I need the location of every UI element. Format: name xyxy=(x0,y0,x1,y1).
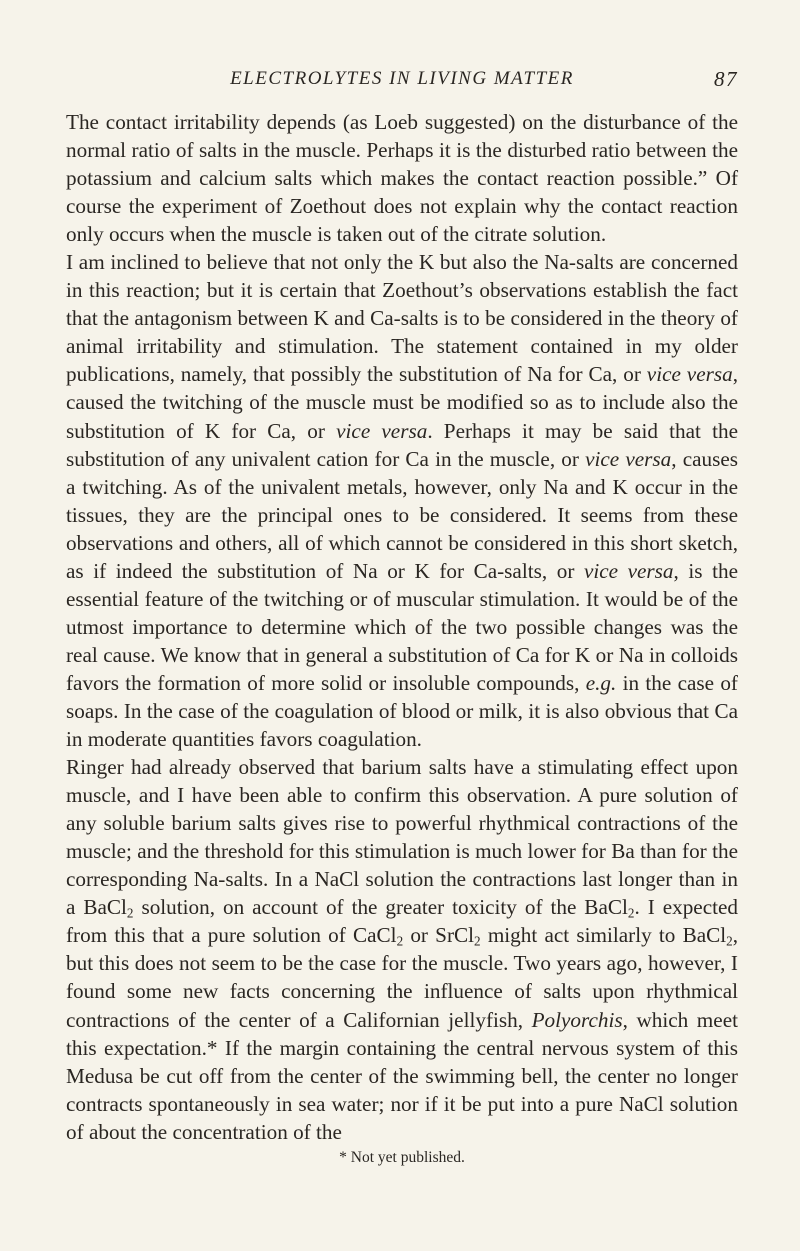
text-run: , causes a twitching. As of the univalent metals, however, only Na and K occur in the tissues, they are the principal ones to be considered. It seems from these observations and others, all of which cannot be considered in this short sketch, as if indeed the substitution of Na or K for Ca-salts, or xyxy=(66,446,739,583)
italic-vice-versa: vice versa xyxy=(583,558,674,583)
subscript-2: 2 xyxy=(126,905,134,921)
subscript-2: 2 xyxy=(726,933,733,949)
italic-genus-name: Polyorchis xyxy=(531,1007,623,1032)
text-run: , is the essential feature of the twitching or of muscular stimulation. It would be of the utmost importance to determine which of the two possible changes was the real cause. We know that in general a substitution of Ca for K or Na in colloids favors the formation of more solid or insoluble compounds, xyxy=(66,558,738,695)
subscript-2: 2 xyxy=(474,933,481,949)
text-run: in the case of soaps. In the case of the coagulation of blood or milk, it is also obvious that Ca in moderate quantities favors coagulation. xyxy=(66,670,738,752)
page xyxy=(66,62,738,1168)
running-title: ELECTROLYTES IN LIVING MATTER xyxy=(230,68,574,89)
text-run: , which meet this expectation.* If the margin containing the central nervous system of this Medusa be cut off from the center of the swimming bell, the center no longer contracts spontaneously in sea water; nor if it be put into a pure NaCl solution of about the concentration of the xyxy=(66,1007,738,1144)
italic-vice-versa: vice versa xyxy=(585,446,672,471)
page-number: 87 xyxy=(714,67,738,91)
text-run: might act similarly to BaCl xyxy=(480,923,727,948)
paragraph-2 xyxy=(66,248,738,753)
text-run: or SrCl xyxy=(403,923,475,948)
text-run: . Perhaps it may be said that the substitution of any univalent cation for Ca in the muscle, or xyxy=(66,418,738,471)
italic-eg: e.g. xyxy=(585,670,617,695)
subscript-2: 2 xyxy=(627,905,635,921)
subscript-2: 2 xyxy=(396,933,404,949)
italic-vice-versa: vice versa xyxy=(336,418,428,443)
paragraph-3 xyxy=(66,753,738,1146)
text-run: , caused the twitching of the muscle must be modified so as to include also the substitution of K for Ca, or xyxy=(66,362,738,443)
paragraph-1: The contact irritability depends (as Loeb suggested) on the disturbance of the normal ratio of salts in the muscle. Perhaps it is the disturbed ratio between the potassium and calcium salts which makes the contact reaction possible.” Of course the experiment of Zoethout does not explain why the contact reaction only occurs when the muscle is taken out of the citrate solution. xyxy=(66,110,738,247)
text-run: . I expected from this that a pure solution of CaCl xyxy=(66,895,738,948)
text-run: solution, on account of the greater toxicity of the BaCl xyxy=(133,895,628,920)
running-head xyxy=(66,62,738,96)
text-run: Ringer had already observed that barium salts have a stimulating effect upon muscle, and I have been able to confirm this observation. A pure solution of any soluble barium salts gives rise to powerful rhythmical contractions of the muscle; and the threshold for this stimulation is much lower for Ba than for the corresponding Na-salts. In a NaCl solution the contractions last longer than in a BaCl xyxy=(66,755,738,920)
text-run: , but this does not seem to be the case for the muscle. Two years ago, however, I found some new facts concerning the influence of salts upon rhythmical contractions of the center of a Californian jellyfish, xyxy=(66,923,738,1032)
text-run: I am inclined to believe that not only the K but also the Na-salts are concerned in this reaction; but it is certain that Zoethout’s observations establish the fact that the antagonism between K and Ca-salts is to be considered in the theory of animal irritability and stimulation. The statement contained in my older publications, namely, that possibly the substitution of Na for Ca, or xyxy=(66,250,738,387)
italic-vice-versa: vice versa xyxy=(646,362,733,387)
footnote: * Not yet published. xyxy=(339,1148,465,1166)
body-text xyxy=(66,108,738,1146)
